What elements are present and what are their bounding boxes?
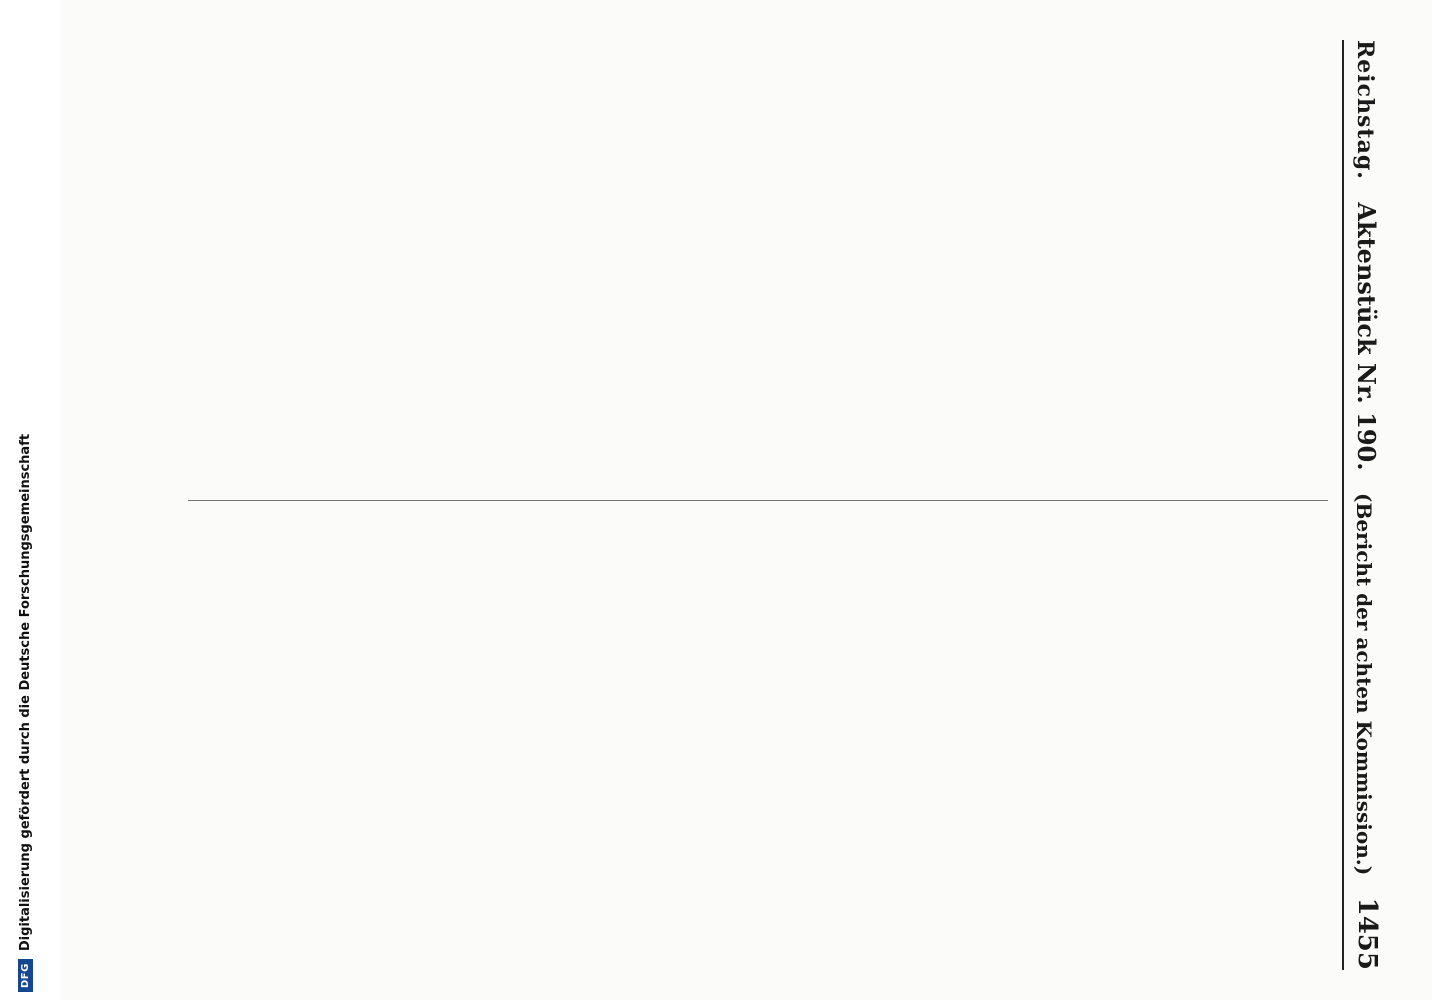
right-column-body bbox=[188, 515, 1328, 970]
report-title: (Bericht der achten Kommission.) bbox=[1352, 493, 1376, 876]
dfg-logo: DFG bbox=[18, 959, 33, 992]
left-column-body bbox=[188, 40, 1328, 495]
chamber-title: Reichstag. bbox=[1352, 40, 1378, 180]
running-header bbox=[1352, 40, 1406, 970]
document-page bbox=[156, 0, 1432, 1000]
header-rule bbox=[1342, 40, 1344, 970]
page-number: 1455 bbox=[1352, 897, 1382, 970]
left-column bbox=[188, 40, 1328, 495]
right-column bbox=[188, 515, 1328, 970]
digitization-footer bbox=[4, 0, 44, 1000]
column-divider bbox=[188, 500, 1328, 501]
scanned-page bbox=[60, 0, 1432, 1000]
footer-text: Digitalisierung gefördert durch die Deutsche Forschungsgemeinschaft bbox=[17, 433, 33, 952]
document-number: Aktenstück Nr. 190. bbox=[1352, 202, 1381, 471]
